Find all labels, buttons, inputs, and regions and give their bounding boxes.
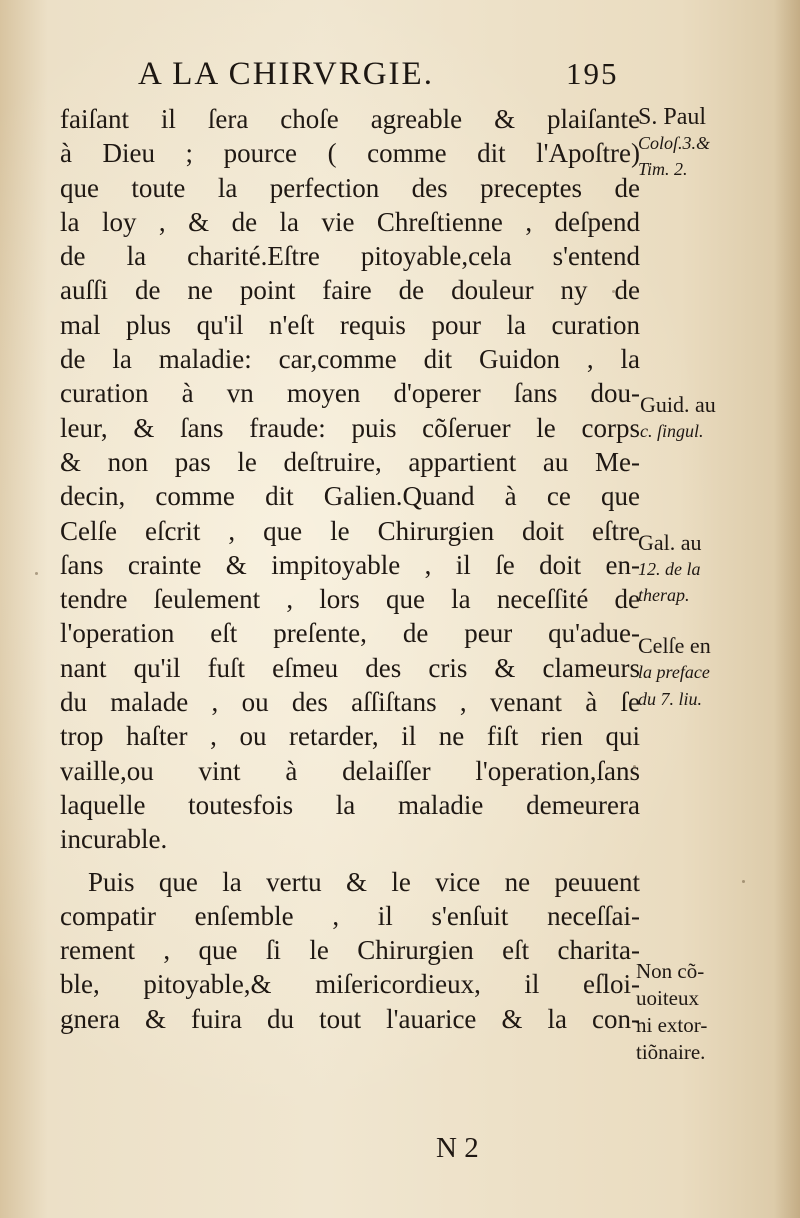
text-line: que toute la perfection des preceptes de bbox=[60, 172, 640, 203]
margin-note-line: Celſe en bbox=[638, 633, 711, 658]
text-line: auſſi de ne point faire de douleur ny de bbox=[60, 275, 640, 306]
text-line: laquelle toutesfois la maladie demeurera bbox=[60, 789, 640, 820]
text-line: Puis que la vertu & le vice ne peuuent bbox=[88, 866, 640, 897]
margin-note-line: Tim. 2. bbox=[638, 159, 688, 179]
margin-note-celse bbox=[638, 632, 711, 713]
signature-mark: N 2 bbox=[436, 1132, 479, 1164]
text-line: à Dieu ; pource ( comme dit l'Apoſtre) bbox=[60, 138, 640, 169]
text-line: compatir enſemble , il s'enſuit neceſſai- bbox=[60, 900, 640, 931]
text-line: faiſant il ſera choſe agreable & plaiſante bbox=[60, 104, 640, 134]
margin-note-line: tiõnaire. bbox=[636, 1040, 706, 1064]
page-number: 195 bbox=[566, 56, 619, 91]
margin-note-line: Gal. au bbox=[638, 530, 702, 555]
text-line: tendre ſeulement , lors que la neceſſité de bbox=[60, 584, 640, 615]
margin-note-line: uoiteux bbox=[636, 986, 699, 1010]
margin-note-line: S. Paul bbox=[638, 104, 707, 130]
text-line: du malade , ou des aſſiſtans , venant à ſe bbox=[60, 687, 640, 718]
text-line: de la charité.Eſtre pitoyable,cela s'entend bbox=[60, 241, 640, 272]
margin-note-line: Coloſ.3.& bbox=[638, 133, 711, 153]
margin-note-line: du 7. liu. bbox=[638, 689, 703, 709]
text-line: ble, pitoyable,& miſericordieux, il eſloi- bbox=[60, 969, 640, 1000]
text-line: nant qu'il fuſt eſmeu des cris & clameurs bbox=[60, 652, 640, 683]
text-line: rement , que ſi le Chirurgien eſt charita- bbox=[60, 935, 640, 966]
header-title: A LA CHIRVRGIE. bbox=[138, 56, 434, 92]
margin-note-line: la preface bbox=[638, 662, 710, 682]
text-line: la loy , & de la vie Chreſtienne , deſpend bbox=[60, 206, 640, 237]
text-line: leur, & ſans fraude: puis cõſeruer le corps bbox=[60, 412, 640, 443]
margin-note-guidon bbox=[640, 392, 716, 444]
text-line: l'operation eſt preſente, de peur qu'adue- bbox=[60, 618, 640, 649]
text-line: incurable. bbox=[60, 824, 168, 855]
paragraph-gap bbox=[60, 857, 640, 865]
margin-note-non-convoiteux bbox=[636, 958, 707, 1066]
page-edge-shadow bbox=[774, 0, 800, 1218]
ink-speck bbox=[612, 290, 615, 293]
main-text-block bbox=[60, 102, 640, 1036]
text-line: vaille,ou vint à delaiſſer l'operation,ſans bbox=[60, 755, 640, 786]
margin-note-line: Guid. au bbox=[640, 392, 716, 417]
running-header bbox=[138, 56, 658, 100]
text-line: ſans crainte & impitoyable , il ſe doit en- bbox=[60, 549, 640, 580]
margin-note-line: therap. bbox=[638, 585, 690, 605]
ink-speck bbox=[35, 572, 38, 575]
text-line: & non pas le deſtruire, appartient au Me- bbox=[60, 446, 640, 477]
ink-speck bbox=[633, 765, 636, 768]
margin-note-line: c. ſingul. bbox=[640, 421, 704, 441]
margin-note-saint-paul bbox=[638, 104, 710, 182]
text-line: de la maladie: car,comme dit Guidon , la bbox=[60, 344, 640, 375]
text-line: trop haſter , ou retarder, il ne fiſt rien qui bbox=[60, 721, 640, 752]
text-line: decin, comme dit Galien.Quand à ce que bbox=[60, 481, 640, 512]
ink-speck bbox=[742, 880, 745, 883]
text-line: curation à vn moyen d'operer ſans dou- bbox=[60, 378, 640, 409]
margin-note-line: ni extor- bbox=[636, 1013, 708, 1037]
text-line: mal plus qu'il n'eſt requis pour la curation bbox=[60, 309, 640, 340]
margin-note-galien bbox=[638, 530, 702, 608]
margin-note-line: 12. de la bbox=[638, 559, 701, 579]
text-line: gnera & fuira du tout l'auarice & la con- bbox=[60, 1003, 640, 1034]
text-line: Celſe eſcrit , que le Chirurgien doit eſtre bbox=[60, 515, 640, 546]
margin-note-line: Non cõ- bbox=[636, 959, 705, 983]
